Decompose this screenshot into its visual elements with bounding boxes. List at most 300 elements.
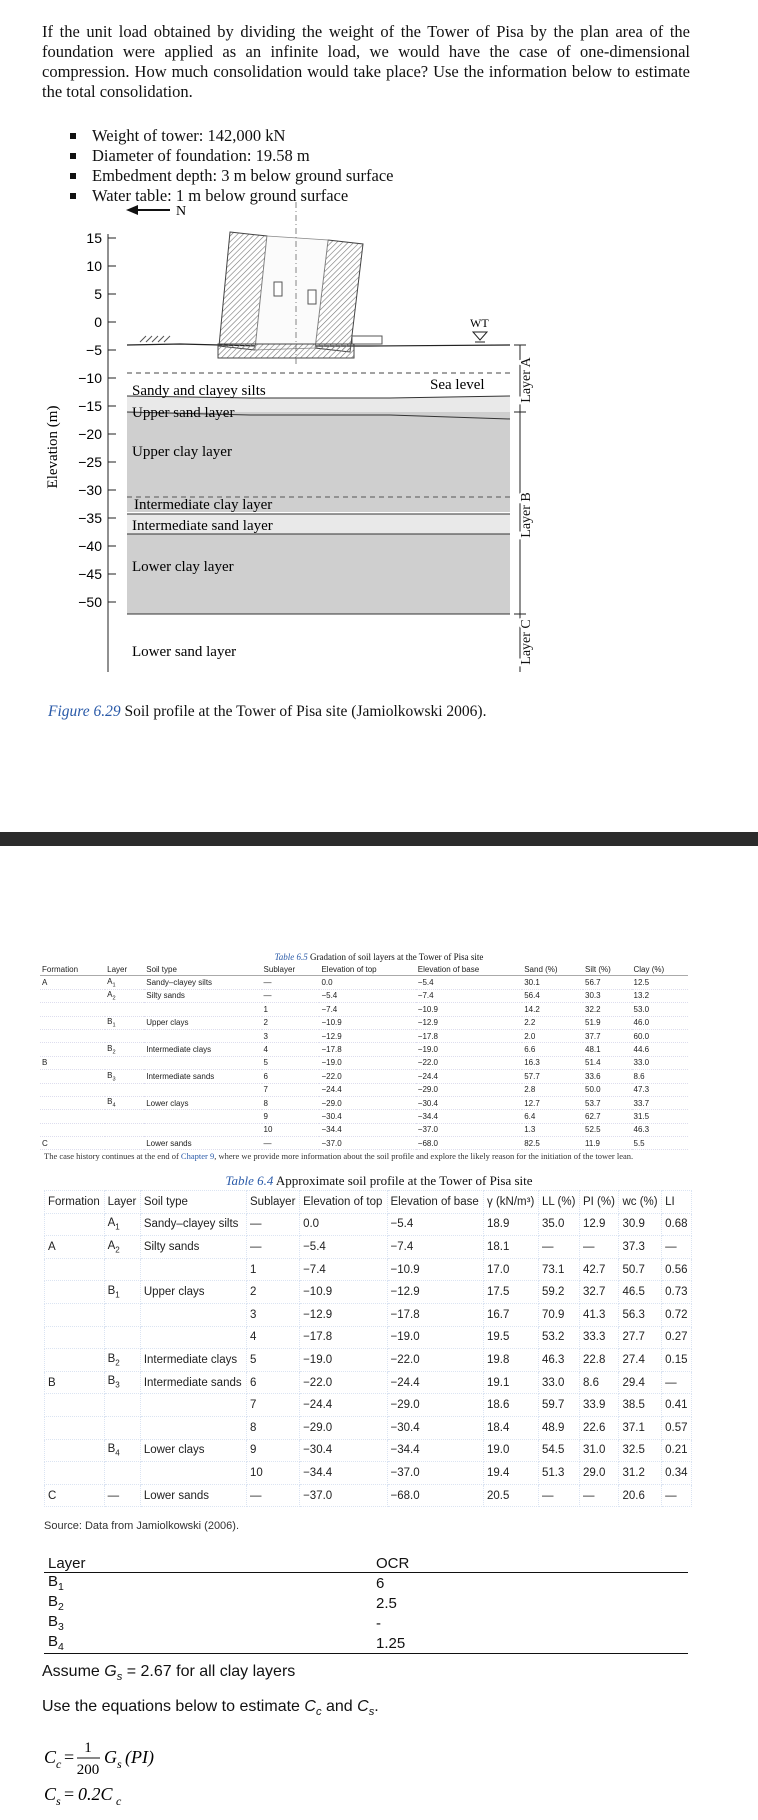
profile-cell: 7 <box>247 1394 300 1417</box>
gradation-cell: Lower sands <box>146 1138 192 1148</box>
y-tick-label: −10 <box>78 370 102 386</box>
y-tick-label: −25 <box>78 454 102 470</box>
gradation-cell: $A_2$ <box>107 990 116 1002</box>
gradation-cell: 13.2 <box>633 991 650 1001</box>
profile-cell: Sandy–clayey silts <box>140 1213 246 1236</box>
table-header: LL (%) <box>539 1191 580 1214</box>
profile-cell: −12.9 <box>387 1281 484 1304</box>
gradation-cell: −7.4 <box>417 991 434 1001</box>
gradation-cell: −5.4 <box>417 978 434 988</box>
table-row <box>40 1070 688 1083</box>
gradation-cell: −10.9 <box>321 1018 342 1028</box>
gradation-cell: A <box>42 978 48 988</box>
table-row <box>45 1394 692 1417</box>
y-tick-label: −15 <box>78 398 102 414</box>
cs-symbol: C <box>44 1784 57 1804</box>
table-header: PI (%) <box>579 1191 618 1214</box>
profile-cell: −17.8 <box>300 1326 387 1349</box>
gradation-cell: 9 <box>263 1111 268 1121</box>
table-row <box>45 1349 692 1372</box>
wt-label: WT <box>470 316 489 330</box>
table-row <box>40 1016 688 1029</box>
profile-cell: 41.3 <box>579 1303 618 1326</box>
table-row <box>45 1258 692 1281</box>
table-header: Clay (%) <box>632 963 689 976</box>
table-row <box>45 1371 692 1394</box>
table-header: Formation <box>40 963 105 976</box>
profile-cell: 5 <box>247 1349 300 1372</box>
ocr-table <box>44 1555 688 1654</box>
gradation-cell: −19.0 <box>417 1045 439 1055</box>
gradation-cell <box>144 1123 261 1136</box>
profile-cell: −10.9 <box>300 1281 387 1304</box>
y-tick-label: 15 <box>86 230 102 246</box>
gradation-cell: Silty sands <box>146 991 185 1001</box>
given-data-list <box>70 126 394 206</box>
profile-cell: — <box>539 1236 580 1259</box>
profile-cell: $B_2$ <box>104 1349 140 1372</box>
profile-cell <box>140 1462 246 1485</box>
gradation-cell: 51.9 <box>585 1018 601 1028</box>
svg-text:s: s <box>117 1757 122 1771</box>
profile-cell <box>140 1326 246 1349</box>
gradation-cell: 46.3 <box>633 1125 650 1135</box>
profile-cell: C <box>45 1484 105 1507</box>
equations <box>40 1732 240 1812</box>
profile-cell: Lower sands <box>140 1484 246 1507</box>
profile-cell: −30.4 <box>387 1416 484 1439</box>
profile-cell: 18.9 <box>484 1213 539 1236</box>
profile-cell <box>45 1281 105 1304</box>
north-label: N <box>176 204 187 219</box>
profile-cell: 18.1 <box>484 1236 539 1259</box>
svg-text:0.2C: 0.2C <box>78 1784 113 1804</box>
y-tick-label: −20 <box>78 426 102 442</box>
profile-cell: B <box>45 1371 105 1394</box>
gradation-cell: 82.5 <box>524 1138 540 1148</box>
gradation-cell: 44.6 <box>633 1045 650 1055</box>
gradation-cell <box>40 1016 105 1029</box>
ocr-cell: 1.25 <box>372 1633 688 1654</box>
profile-cell: −34.4 <box>387 1439 484 1462</box>
profile-cell <box>104 1462 140 1485</box>
profile-cell: 0.41 <box>662 1394 692 1417</box>
profile-cell: 22.6 <box>579 1416 618 1439</box>
profile-cell: Silty sands <box>140 1236 246 1259</box>
y-axis-ticks <box>78 230 116 610</box>
table-row <box>40 976 688 989</box>
gradation-table <box>40 963 688 1150</box>
gradation-cell: 30.1 <box>524 978 540 988</box>
profile-cell: 56.3 <box>619 1303 662 1326</box>
profile-cell: −19.0 <box>387 1326 484 1349</box>
case-history-note: The case history continues at the end of Chapter 9, where we provide more information about the soil profile and explore the likely reason for the initiation of the tower lean. <box>44 1151 634 1161</box>
gradation-cell: 53.0 <box>633 1004 650 1014</box>
gradation-cell: 60.0 <box>633 1031 650 1041</box>
gradation-cell: −17.8 <box>417 1031 439 1041</box>
table-header: Sublayer <box>247 1191 300 1214</box>
table-header: wc (%) <box>619 1191 662 1214</box>
profile-cell: — <box>662 1484 692 1507</box>
gradation-cell: 30.3 <box>585 991 601 1001</box>
profile-cell: 42.7 <box>579 1258 618 1281</box>
table-row <box>44 1573 688 1594</box>
profile-cell: 19.1 <box>484 1371 539 1394</box>
gradation-cell: 56.4 <box>524 991 540 1001</box>
water-table-icon <box>473 332 487 340</box>
gradation-cell: $A_1$ <box>107 976 116 989</box>
profile-cell: 70.9 <box>539 1303 580 1326</box>
layer-b-label: Layer B <box>519 492 534 538</box>
gradation-cell: 4 <box>263 1045 268 1055</box>
layer-c-label: Layer C <box>519 619 534 665</box>
gradation-cell: −30.4 <box>417 1098 439 1108</box>
ocr-cell: $B_3$ <box>48 1613 64 1633</box>
table-row <box>44 1593 688 1613</box>
profile-cell <box>45 1213 105 1236</box>
profile-cell: 4 <box>247 1326 300 1349</box>
y-tick-label: −40 <box>78 538 102 554</box>
profile-cell: −37.0 <box>300 1484 387 1507</box>
profile-cell: 0.15 <box>662 1349 692 1372</box>
gradation-cell <box>40 1029 105 1042</box>
profile-cell: 0.57 <box>662 1416 692 1439</box>
profile-cell: 27.4 <box>619 1349 662 1372</box>
gradation-cell: 11.9 <box>585 1138 600 1148</box>
profile-cell: 73.1 <box>539 1258 580 1281</box>
gradation-cell: −29.0 <box>321 1098 342 1108</box>
gradation-cell: 16.3 <box>524 1058 540 1068</box>
y-tick-label: −35 <box>78 510 102 526</box>
profile-cell: 51.3 <box>539 1462 580 1485</box>
profile-cell: 33.0 <box>539 1371 580 1394</box>
gradation-cell: $B_1$ <box>107 1016 116 1029</box>
table-row <box>44 1613 688 1633</box>
gradation-cell <box>40 1096 105 1109</box>
gradation-cell: Sandy–clayey silts <box>146 978 213 988</box>
gradation-cell: 53.7 <box>585 1098 601 1108</box>
profile-cell: 32.7 <box>579 1281 618 1304</box>
gradation-cell: — <box>263 1138 272 1148</box>
profile-cell: 16.7 <box>484 1303 539 1326</box>
table-6-5-caption: Table 6.5 Gradation of soil layers at the Tower of Pisa site <box>274 952 484 962</box>
gradation-cell: −34.4 <box>417 1111 439 1121</box>
profile-cell: $A_2$ <box>104 1236 140 1259</box>
profile-cell: 19.5 <box>484 1326 539 1349</box>
table-source: Source: Data from Jamiolkowski (2006). <box>44 1520 240 1532</box>
table-row <box>45 1281 692 1304</box>
gradation-cell <box>40 989 105 1002</box>
profile-cell: Lower clays <box>140 1439 246 1462</box>
cc-symbol: C <box>44 1747 57 1767</box>
table-row <box>45 1213 692 1236</box>
profile-cell: 0.27 <box>662 1326 692 1349</box>
profile-cell: 0.56 <box>662 1258 692 1281</box>
profile-cell: 37.3 <box>619 1236 662 1259</box>
profile-cell: −12.9 <box>300 1303 387 1326</box>
profile-cell: 8 <box>247 1416 300 1439</box>
svg-text:(PI): (PI) <box>125 1747 154 1767</box>
svg-text:s: s <box>56 1794 61 1808</box>
profile-cell <box>104 1326 140 1349</box>
profile-cell: 6 <box>247 1371 300 1394</box>
profile-cell: −29.0 <box>387 1394 484 1417</box>
table-header: Silt (%) <box>583 963 631 976</box>
soil-profile-figure <box>30 204 534 702</box>
profile-cell <box>45 1439 105 1462</box>
gradation-cell <box>40 1123 105 1136</box>
y-tick-label: −5 <box>86 342 102 358</box>
table-row <box>40 1056 688 1069</box>
profile-cell: 18.4 <box>484 1416 539 1439</box>
table-header: Elevation of top <box>300 1191 387 1214</box>
layer-label: Intermediate sand layer <box>132 518 273 534</box>
list-item: Water table: 1 m below ground surface <box>70 186 394 206</box>
gradation-cell: 46.0 <box>633 1018 650 1028</box>
gradation-cell: $B_3$ <box>107 1070 116 1083</box>
gradation-cell: −12.9 <box>417 1018 439 1028</box>
profile-cell: 33.9 <box>579 1394 618 1417</box>
profile-cell: 9 <box>247 1439 300 1462</box>
profile-cell: — <box>104 1484 140 1507</box>
list-item: Embedment depth: 3 m below ground surface <box>70 166 394 186</box>
table-row <box>45 1303 692 1326</box>
profile-cell: 31.2 <box>619 1462 662 1485</box>
gradation-cell: 37.7 <box>585 1031 601 1041</box>
profile-cell: −24.4 <box>387 1371 484 1394</box>
fraction-numerator: 1 <box>84 1740 92 1756</box>
profile-cell: 18.6 <box>484 1394 539 1417</box>
profile-cell: 48.9 <box>539 1416 580 1439</box>
equation-instruction: Use the equations below to estimate $C_c$ and $C_s$. <box>42 1698 379 1719</box>
svg-text:c: c <box>116 1794 122 1808</box>
gradation-cell <box>105 1003 144 1016</box>
profile-cell <box>104 1303 140 1326</box>
page-divider <box>0 832 758 846</box>
gradation-cell: 10 <box>263 1125 273 1135</box>
table-row <box>45 1462 692 1485</box>
gradation-cell <box>105 1056 144 1069</box>
gradation-cell: 8 <box>263 1098 268 1108</box>
chapter-link[interactable]: Chapter 9 <box>180 1151 215 1161</box>
gradation-cell: 56.7 <box>585 978 601 988</box>
profile-cell: Intermediate sands <box>140 1371 246 1394</box>
profile-cell: 29.4 <box>619 1371 662 1394</box>
profile-cell <box>45 1416 105 1439</box>
gradation-cell: 1 <box>263 1004 268 1014</box>
ocr-header-layer: Layer <box>44 1555 372 1573</box>
gradation-cell: $B_4$ <box>107 1097 116 1109</box>
profile-cell: Upper clays <box>140 1281 246 1304</box>
gradation-cell <box>105 1110 144 1123</box>
profile-cell <box>104 1416 140 1439</box>
y-tick-label: −50 <box>78 594 102 610</box>
profile-cell: — <box>579 1236 618 1259</box>
profile-cell: 0.0 <box>300 1213 387 1236</box>
profile-cell <box>45 1303 105 1326</box>
ocr-cell: $B_4$ <box>44 1633 372 1654</box>
gradation-cell: Lower clays <box>146 1098 189 1108</box>
profile-cell: $B_1$ <box>104 1281 140 1304</box>
profile-cell: −29.0 <box>300 1416 387 1439</box>
profile-cell: 2 <box>247 1281 300 1304</box>
profile-cell: −22.0 <box>300 1371 387 1394</box>
table-row <box>40 1083 688 1096</box>
gradation-cell <box>40 1110 105 1123</box>
profile-cell: 12.9 <box>579 1213 618 1236</box>
table-header: Soil type <box>140 1191 246 1214</box>
profile-cell: 27.7 <box>619 1326 662 1349</box>
gradation-cell: −10.9 <box>417 1004 439 1014</box>
layer-label: Intermediate clay layer <box>134 497 273 513</box>
table-header: Sand (%) <box>522 963 583 976</box>
layer-label: Sandy and clayey silts <box>132 383 266 399</box>
gradation-cell: 62.7 <box>585 1111 601 1121</box>
table-row <box>40 1137 688 1150</box>
profile-cell: — <box>579 1484 618 1507</box>
y-axis-label: Elevation (m) <box>45 405 61 489</box>
gradation-cell: $B_2$ <box>107 1043 116 1056</box>
table-header: γ (kN/m³) <box>484 1191 539 1214</box>
profile-cell: 8.6 <box>579 1371 618 1394</box>
profile-cell: 10 <box>247 1462 300 1485</box>
y-tick-label: 0 <box>94 314 102 330</box>
gradation-cell: 52.5 <box>585 1125 601 1135</box>
gradation-cell: — <box>263 978 272 988</box>
gradation-cell: 2.0 <box>524 1031 536 1041</box>
profile-cell <box>140 1258 246 1281</box>
profile-cell: −30.4 <box>300 1439 387 1462</box>
profile-cell: −37.0 <box>387 1462 484 1485</box>
profile-cell: 29.0 <box>579 1462 618 1485</box>
gradation-cell <box>105 1137 144 1150</box>
gradation-cell: −12.9 <box>321 1031 342 1041</box>
profile-cell: −5.4 <box>300 1236 387 1259</box>
svg-text:=: = <box>64 1747 75 1767</box>
profile-cell <box>140 1416 246 1439</box>
table-header: Elevation of base <box>387 1191 484 1214</box>
gradation-cell: 6 <box>263 1071 268 1081</box>
gradation-cell: Intermediate clays <box>146 1045 212 1055</box>
gradation-cell: — <box>263 991 272 1001</box>
layer-label: Lower sand layer <box>132 644 237 660</box>
gradation-cell: 2.2 <box>524 1018 536 1028</box>
profile-cell: 0.34 <box>662 1462 692 1485</box>
gradation-cell: −34.4 <box>321 1125 342 1135</box>
gradation-cell: C <box>42 1138 48 1148</box>
profile-cell: 35.0 <box>539 1213 580 1236</box>
profile-cell: Intermediate clays <box>140 1349 246 1372</box>
profile-cell: $A_1$ <box>104 1213 140 1236</box>
layer-label: Lower clay layer <box>132 559 234 575</box>
profile-cell: 3 <box>247 1303 300 1326</box>
gradation-cell: 6.6 <box>524 1045 536 1055</box>
gradation-cell: 33.6 <box>585 1071 601 1081</box>
profile-cell: — <box>247 1213 300 1236</box>
profile-cell: 37.1 <box>619 1416 662 1439</box>
table-header: Layer <box>104 1191 140 1214</box>
profile-cell: $B_3$ <box>104 1371 140 1394</box>
list-item: Weight of tower: 142,000 kN <box>70 126 394 146</box>
table-row <box>45 1236 692 1259</box>
gradation-cell <box>144 1110 261 1123</box>
gradation-cell <box>105 1029 144 1042</box>
table-header: Elevation of top <box>319 963 415 976</box>
gradation-cell: 8.6 <box>633 1071 645 1081</box>
ocr-cell: 2.5 <box>376 1594 397 1612</box>
profile-cell: — <box>247 1484 300 1507</box>
gradation-cell: 2.8 <box>524 1085 536 1095</box>
y-tick-label: 5 <box>94 286 102 302</box>
profile-cell: — <box>662 1371 692 1394</box>
gradation-cell: −17.8 <box>321 1045 342 1055</box>
table-row <box>40 1043 688 1056</box>
gradation-cell: −29.0 <box>417 1085 439 1095</box>
gradation-cell: 12.5 <box>633 978 650 988</box>
gradation-cell: −37.0 <box>321 1138 342 1148</box>
profile-cell: — <box>662 1236 692 1259</box>
gradation-cell: −24.4 <box>321 1085 342 1095</box>
profile-cell: 19.4 <box>484 1462 539 1485</box>
profile-cell <box>140 1394 246 1417</box>
profile-cell: 0.73 <box>662 1281 692 1304</box>
gradation-cell: 32.2 <box>585 1004 601 1014</box>
list-item: Diameter of foundation: 19.58 m <box>70 146 394 166</box>
gradation-cell: −5.4 <box>321 991 338 1001</box>
table-header: Soil type <box>144 963 261 976</box>
gradation-cell <box>40 1083 105 1096</box>
gradation-cell <box>105 1083 144 1096</box>
gradation-cell <box>40 1003 105 1016</box>
profile-cell: 17.5 <box>484 1281 539 1304</box>
profile-cell: 32.5 <box>619 1439 662 1462</box>
profile-cell: 20.5 <box>484 1484 539 1507</box>
gradation-cell: −30.4 <box>321 1111 342 1121</box>
y-tick-label: 10 <box>86 258 102 274</box>
profile-cell: 17.0 <box>484 1258 539 1281</box>
gradation-cell: 50.0 <box>585 1085 601 1095</box>
profile-cell: −17.8 <box>387 1303 484 1326</box>
gradation-cell: 47.3 <box>633 1085 650 1095</box>
ocr-cell: $B_1$ <box>48 1573 64 1593</box>
gradation-cell: −68.0 <box>417 1138 439 1148</box>
profile-cell: — <box>539 1484 580 1507</box>
profile-cell <box>45 1326 105 1349</box>
gradation-cell <box>105 1123 144 1136</box>
profile-cell: 33.3 <box>579 1326 618 1349</box>
svg-text:=: = <box>64 1784 75 1804</box>
svg-text:G: G <box>104 1747 117 1767</box>
ocr-cell: - <box>376 1614 381 1632</box>
profile-cell: $B_4$ <box>104 1439 140 1462</box>
sea-level-label: Sea level <box>430 377 485 393</box>
gradation-cell <box>40 1043 105 1056</box>
profile-cell: 50.7 <box>619 1258 662 1281</box>
table-6-4-caption: Table 6.4 Approximate soil profile at the Tower of Pisa site <box>225 1173 533 1188</box>
profile-cell <box>45 1258 105 1281</box>
profile-cell: −5.4 <box>387 1213 484 1236</box>
gradation-cell: −37.0 <box>417 1125 439 1135</box>
gradation-cell: 48.1 <box>585 1045 601 1055</box>
gradation-cell <box>144 1083 261 1096</box>
profile-cell: 59.7 <box>539 1394 580 1417</box>
gradation-cell: 2 <box>263 1018 268 1028</box>
layer-a-label: Layer A <box>519 357 534 403</box>
profile-cell: −19.0 <box>300 1349 387 1372</box>
gradation-cell: Upper clays <box>146 1018 189 1028</box>
table-row <box>40 1123 688 1136</box>
profile-cell <box>45 1349 105 1372</box>
